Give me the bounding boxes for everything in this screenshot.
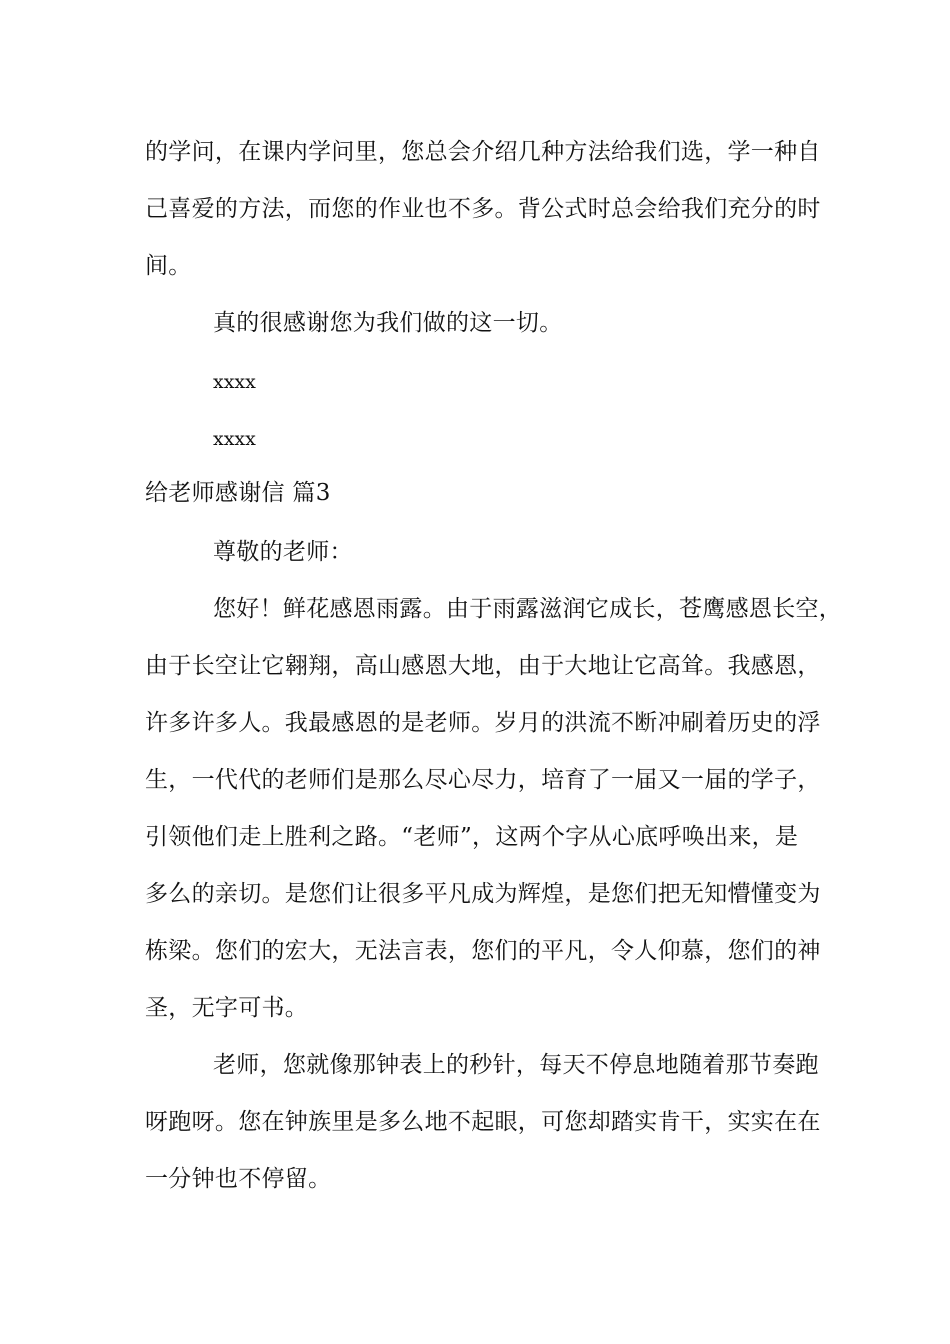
paragraph-line: 生，一代代的老师们是那么尽心尽力，培育了一届又一届的学子， — [145, 767, 821, 793]
paragraph-line: 引领他们走上胜利之路。“老师”，这两个字从心底呼唤出来，是 — [145, 824, 799, 850]
paragraph-line: 间。 — [145, 253, 192, 279]
paragraph-line: 许多许多人。我最感恩的是老师。岁月的洪流不断冲刷着历史的浮 — [145, 710, 821, 736]
paragraph-line: 栋梁。您们的宏大，无法言表，您们的平凡，令人仰慕，您们的神 — [145, 938, 821, 964]
date-line: xxxx — [213, 428, 256, 450]
paragraph-line: 己喜爱的方法，而您的作业也不多。背公式时总会给我们充分的时 — [145, 196, 821, 222]
paragraph-line: 真的很感谢您为我们做的这一切。 — [213, 310, 563, 336]
paragraph-line: 呀跑呀。您在钟族里是多么地不起眼，可您却踏实肯干，实实在在 — [145, 1109, 821, 1135]
salutation: 尊敬的老师： — [213, 539, 353, 565]
paragraph-line: 您好！鲜花感恩雨露。由于雨露滋润它成长，苍鹰感恩长空， — [213, 596, 843, 622]
paragraph-line: 的学问，在课内学问里，您总会介绍几种方法给我们选，学一种自 — [145, 139, 821, 165]
paragraph-line: 一分钟也不停留。 — [145, 1166, 332, 1192]
signature-line: xxxx — [213, 371, 256, 393]
paragraph-line: 圣，无字可书。 — [145, 995, 309, 1021]
section-title: 给老师感谢信 篇3 — [145, 480, 331, 506]
paragraph-line: 由于长空让它翱翔，高山感恩大地，由于大地让它高耸。我感恩， — [145, 653, 821, 679]
paragraph-line: 老师，您就像那钟表上的秒针，每天不停息地随着那节奏跑 — [213, 1052, 819, 1078]
paragraph-line: 多么的亲切。是您们让很多平凡成为辉煌，是您们把无知懵懂变为 — [145, 881, 821, 907]
